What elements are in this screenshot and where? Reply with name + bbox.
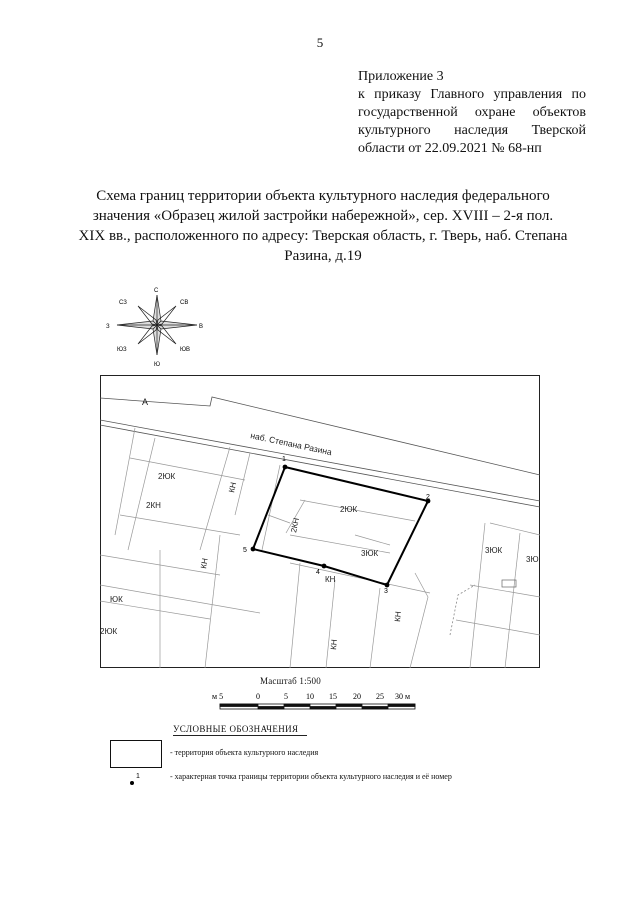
point-2-label: 2 (426, 494, 430, 501)
compass-sw: ЮЗ (117, 347, 127, 353)
point-4-label: 4 (316, 569, 320, 576)
legend-territory-symbol (110, 740, 162, 768)
compass-w: З (106, 324, 110, 330)
appendix-line: области от 22.09.2021 № 68-нп (358, 141, 542, 156)
scale-tick: 10 (306, 692, 314, 701)
street-label: наб. Степана Разина (249, 430, 333, 458)
compass-n: С (154, 288, 159, 294)
compass-se: ЮВ (180, 347, 191, 353)
zone-a-label: А (142, 397, 149, 407)
zone-label: 2ЮК (158, 472, 176, 481)
compass-s: Ю (154, 362, 161, 367)
zone-label: 3ЮК (485, 546, 503, 555)
scale-tick: 25 (376, 692, 384, 701)
appendix-line: к приказу Главного управления по (358, 87, 586, 102)
appendix-line: Приложение 3 (358, 69, 444, 84)
zone-label: КН (199, 557, 210, 570)
scale-tick: 0 (256, 692, 260, 701)
zone-label: ЮК (110, 595, 123, 604)
scale-tick: 20 (353, 692, 361, 701)
legend-point-text: - характерная точка границы территории объекта культурного наследия и её номер (170, 772, 452, 781)
zone-label: КН (227, 481, 239, 494)
zone-label: 3ЮК (361, 549, 379, 558)
scale-tick: м 5 (212, 692, 224, 701)
legend-point-number: 1 (136, 773, 140, 780)
scale-title: Масштаб 1:500 (260, 676, 321, 686)
legend-territory-text: - территория объекта культурного наследия (170, 748, 319, 757)
compass-rose (100, 285, 210, 372)
compass-e: В (199, 324, 204, 330)
legend-point-symbol (128, 770, 146, 788)
zone-label: КН (329, 638, 339, 651)
document-title: Схема границ территории объекта культурного наследия федерального значения «Образец жилой застройки набережной», сер. XVIII – 2-я пол. XIX вв., расположенного по адресу: Тверская область, г. Тверь, наб. Степана Разина, д.19 (78, 188, 568, 264)
point-3-label: 3 (384, 588, 388, 595)
zone-label: 2КН (146, 501, 161, 510)
zone-label: 2ЮК (100, 627, 118, 636)
appendix-line: культурного наследия Тверской (358, 123, 586, 138)
compass-ne: СВ (180, 300, 189, 306)
zone-label: КН (393, 610, 403, 623)
point-5-label: 5 (243, 547, 247, 554)
zone-label: 3Ю (526, 555, 539, 564)
zone-label: КН (325, 575, 336, 584)
appendix-header (358, 68, 586, 158)
compass-nw: СЗ (119, 300, 127, 306)
site-map (100, 375, 540, 668)
scale-tick: 5 (284, 692, 288, 701)
zone-label: 2ЮК (340, 505, 358, 514)
page-number: 5 (316, 35, 324, 50)
point-1-label: 1 (282, 456, 286, 463)
scale-tick: 30 м (395, 692, 411, 701)
appendix-line: государственной охране объектов (358, 105, 586, 120)
scale-tick: 15 (329, 692, 337, 701)
legend-title: УСЛОВНЫЕ ОБОЗНАЧЕНИЯ (173, 724, 299, 734)
legend-divider (173, 735, 307, 736)
zone-label: 2КН (289, 516, 302, 534)
